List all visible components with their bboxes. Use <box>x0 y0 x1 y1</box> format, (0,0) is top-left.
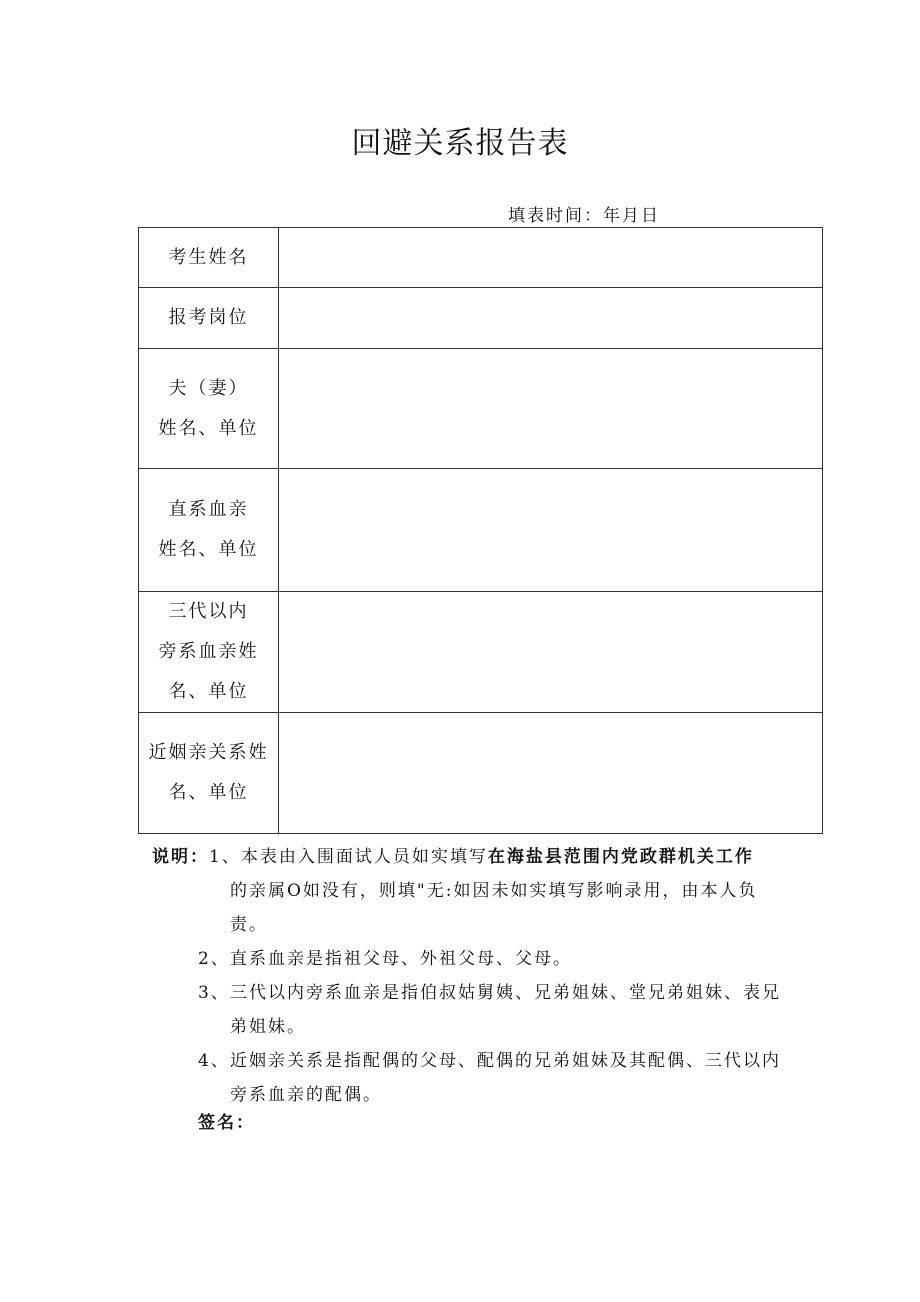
label-position: 报考岗位 <box>139 288 279 349</box>
label-collateral-relatives: 三代以内 旁系血亲姓 名、单位 <box>139 592 279 713</box>
table-row <box>139 592 823 713</box>
label-spouse: 夫（妻） 姓名、单位 <box>139 349 279 469</box>
in-laws-field[interactable] <box>279 713 823 834</box>
spouse-field[interactable] <box>279 349 823 469</box>
note-3: 3、三代以内旁系血亲是指伯叔姑舅姨、兄弟姐妹、堂兄弟姐妹、表兄 弟姐妹。 <box>198 983 781 1037</box>
signature-label: 签名： <box>198 1113 255 1133</box>
table-row <box>139 288 823 349</box>
notes-label: 说明： <box>152 847 209 867</box>
fill-time: 填表时间：年月日 <box>508 206 660 226</box>
label-candidate-name: 考生姓名 <box>139 228 279 288</box>
direct-relatives-field[interactable] <box>279 469 823 592</box>
report-table <box>138 227 823 834</box>
label-in-laws: 近姻亲关系姓 名、单位 <box>139 713 279 834</box>
note-4: 4、近姻亲关系是指配偶的父母、配偶的兄弟姐妹及其配偶、三代以内 旁系血亲的配偶。 <box>198 1051 781 1105</box>
note-2: 2、直系血亲是指祖父母、外祖父母、父母。 <box>198 949 572 969</box>
note-1: 说明：1、本表由入围面试人员如实填写在海盐县范围内党政群机关工作 的亲属O如没有，则填"无:如因未如实填写影响录用，由本人负 责。 <box>152 847 758 935</box>
collateral-relatives-field[interactable] <box>279 592 823 713</box>
table-row <box>139 349 823 469</box>
label-direct-relatives: 直系血亲 姓名、单位 <box>139 469 279 592</box>
position-field[interactable] <box>279 288 823 349</box>
table-row <box>139 228 823 288</box>
table-row <box>139 713 823 834</box>
form-title: 回避关系报告表 <box>351 126 569 161</box>
table-row <box>139 469 823 592</box>
candidate-name-field[interactable] <box>279 228 823 288</box>
